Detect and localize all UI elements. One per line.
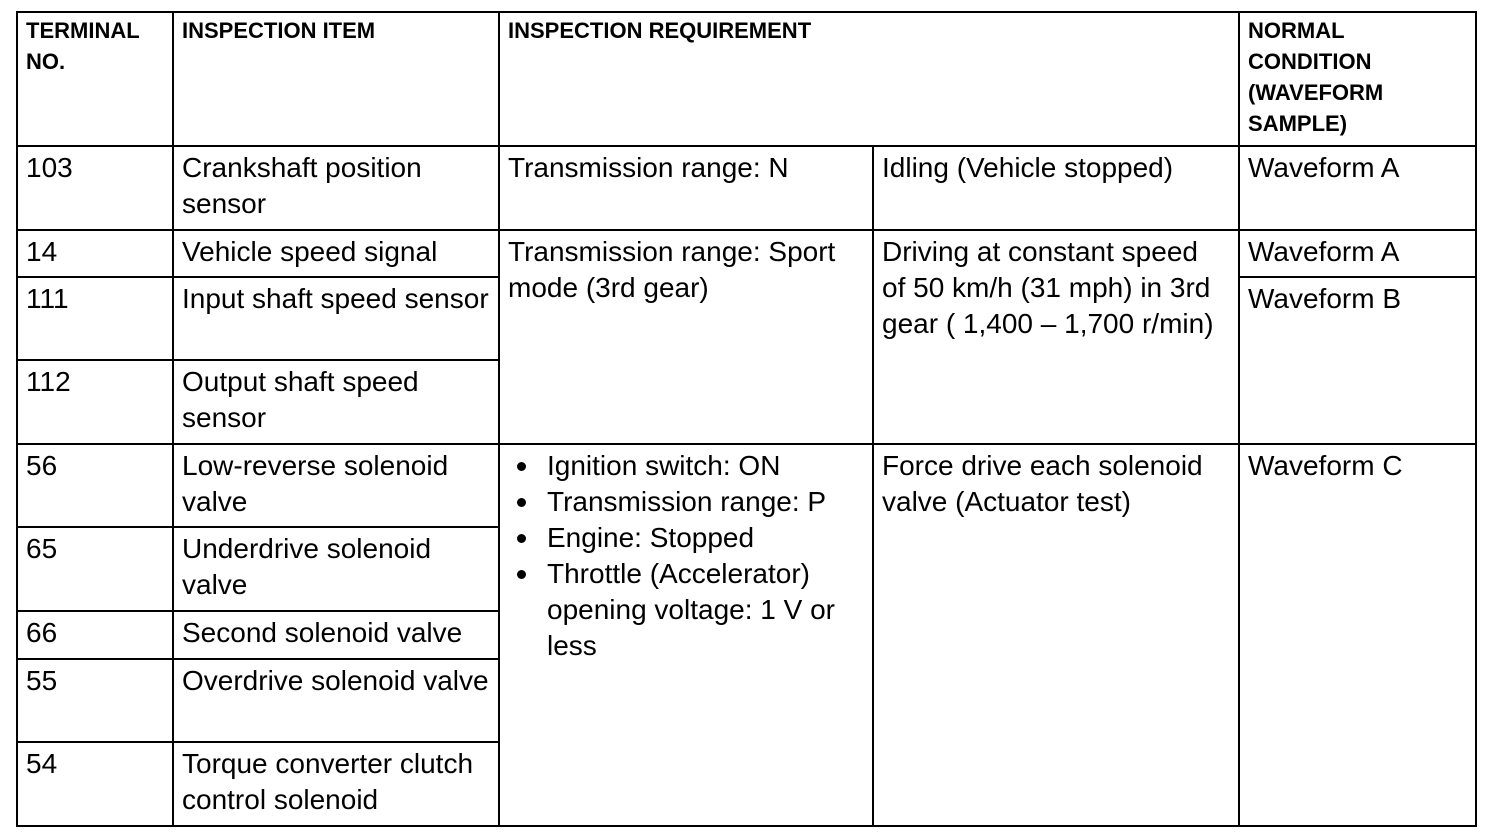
inspection-table xyxy=(16,11,1477,827)
waveform-cell: Waveform A xyxy=(1239,230,1476,277)
condition-text: Transmission range: P xyxy=(547,486,827,517)
item-cell: Input shaft speed sensor xyxy=(173,277,499,360)
condition-text: Throttle (Accelerator) opening voltage: 1 V or less xyxy=(547,558,835,661)
item-cell: Torque converter clutch control solenoid xyxy=(173,742,499,826)
requirement-conditions-cell xyxy=(499,444,873,826)
item-cell: Overdrive solenoid valve xyxy=(173,659,499,742)
header-inspection-item: INSPECTION ITEM xyxy=(173,12,499,146)
item-cell: Output shaft speed sensor xyxy=(173,360,499,444)
waveform-cell: Waveform B xyxy=(1239,277,1476,444)
terminal-cell: 56 xyxy=(17,444,173,527)
terminal-cell: 55 xyxy=(17,659,173,742)
waveform-cell: Waveform C xyxy=(1239,444,1476,826)
item-cell: Crankshaft position sensor xyxy=(173,146,499,230)
condition-text: Ignition switch: ON xyxy=(547,450,781,481)
item-cell: Low-reverse solenoid valve xyxy=(173,444,499,527)
item-cell: Second solenoid valve xyxy=(173,611,499,659)
header-normal-condition: NORMAL CONDITION (WAVEFORM SAMPLE) xyxy=(1239,12,1476,146)
list-item xyxy=(508,520,863,556)
waveform-cell: Waveform A xyxy=(1239,146,1476,230)
item-cell: Vehicle speed signal xyxy=(173,230,499,277)
terminal-cell: 103 xyxy=(17,146,173,230)
requirement-operation-cell: Idling (Vehicle stopped) xyxy=(873,146,1239,230)
list-item xyxy=(508,448,863,484)
terminal-cell: 14 xyxy=(17,230,173,277)
terminal-cell: 66 xyxy=(17,611,173,659)
bullet-icon xyxy=(517,462,526,471)
requirement-operation-cell: Driving at constant speed of 50 km/h (31 mph) in 3rd gear ( 1,400 – 1,700 r/min) xyxy=(873,230,1239,444)
terminal-cell: 111 xyxy=(17,277,173,360)
requirement-operation-cell: Force drive each solenoid valve (Actuator test) xyxy=(873,444,1239,826)
terminal-cell: 65 xyxy=(17,527,173,611)
table-row xyxy=(17,146,1476,230)
condition-text: Engine: Stopped xyxy=(547,522,755,553)
table-row xyxy=(17,444,1476,527)
item-cell: Underdrive solenoid valve xyxy=(173,527,499,611)
bullet-icon xyxy=(517,498,526,507)
bullet-icon xyxy=(517,534,526,543)
terminal-cell: 112 xyxy=(17,360,173,444)
terminal-cell: 54 xyxy=(17,742,173,826)
condition-list xyxy=(508,448,863,664)
header-inspection-requirement: INSPECTION REQUIREMENT xyxy=(499,12,1239,146)
bullet-icon xyxy=(517,570,526,579)
header-terminal-no: TERMINAL NO. xyxy=(17,12,173,146)
requirement-condition-cell: Transmission range: Sport mode (3rd gear) xyxy=(499,230,873,444)
header-row xyxy=(17,12,1476,146)
table-row xyxy=(17,230,1476,277)
list-item xyxy=(508,556,863,664)
requirement-condition-cell: Transmission range: N xyxy=(499,146,873,230)
list-item xyxy=(508,484,863,520)
